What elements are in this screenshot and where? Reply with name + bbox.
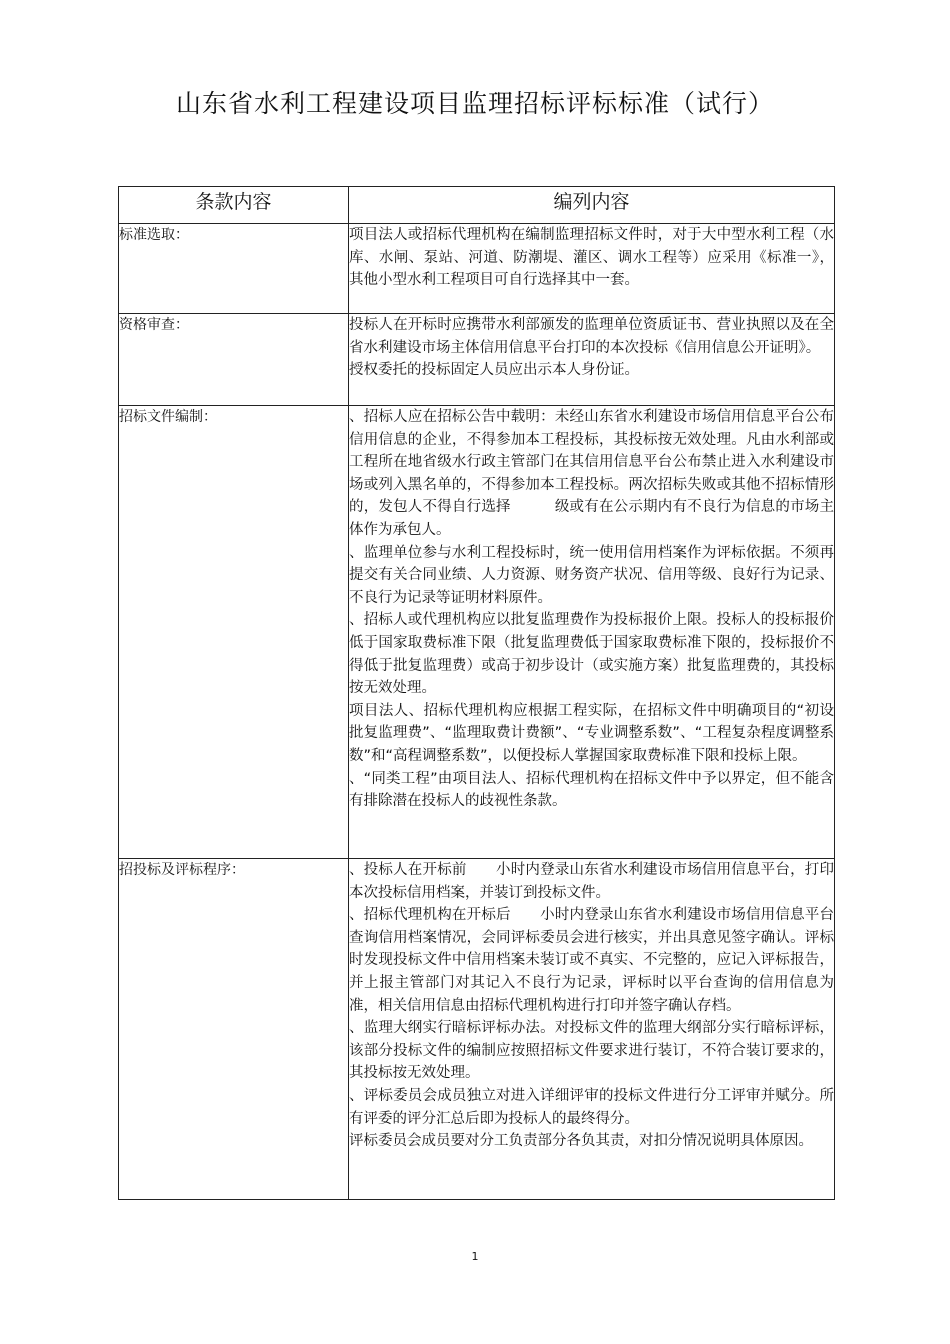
- content-paragraph: 、投标人在开标前 小时内登录山东省水利建设市场信用信息平台，打印本次投标信用档案，并装订到投标文件。: [349, 862, 834, 901]
- row-content: [349, 406, 835, 859]
- content-paragraph: 评标委员会成员要对分工负责部分各负其责，对扣分情况说明具体原因。: [349, 1133, 813, 1150]
- table-row-bidding-evaluation-procedure: [119, 859, 835, 1200]
- content-paragraph: 、招标人应在招标公告中载明：未经山东省水利建设市场信用信息平台公布信用信息的企业，不得参加本工程投标，其投标按无效处理。凡由水利部或工程所在地省级水行政主管部门在其信用信息平台公布禁止进入水利建设市场或列入黑名单的，不得参加本工程投标。两次招标失败或其他不招标情形的，发包人不得自行选择 级或有在公示期内有不良行为信息的市场主体作为承包人。: [349, 409, 834, 538]
- content-paragraph: 授权委托的投标固定人员应出示本人身份证。: [349, 362, 639, 379]
- content-paragraph: 、招标代理机构在开标后 小时内登录山东省水利建设市场信用信息平台查询信用档案情况，会同评标委员会进行核实，并出具意见签字确认。评标时发现投标文件中信用档案未装订或不真实、不完整的，应记入评标报告，并上报主管部门对其记入不良行为记录，评标时以平台查询的信用信息为准，相关信用信息由招标代理机构进行打印并签字确认存档。: [349, 907, 834, 1014]
- page-number: 1: [471, 1250, 479, 1263]
- table-row-qualification-review: [119, 314, 835, 406]
- column-header-content: 编列内容: [349, 187, 835, 224]
- table-row-standard-selection: [119, 224, 835, 314]
- column-header-clause: 条款内容: [119, 187, 349, 224]
- document-title: 山东省水利工程建设项目监理招标评标标准（试行）: [175, 89, 774, 118]
- content-paragraph: 项目法人、招标代理机构应根据工程实际，在招标文件中明确项目的“初设批复监理费”、“监理取费计费额”、“专业调整系数”、“工程复杂程度调整系数”和“高程调整系数”，以便投标人掌握国家取费标准下限和投标上限。: [349, 702, 834, 764]
- content-paragraph: 投标人在开标时应携带水利部颁发的监理单位资质证书、营业执照以及在全省水利建设市场主体信用信息平台打印的本次投标《信用信息公开证明》。: [349, 317, 834, 356]
- content-paragraph: 、监理大纲实行暗标评标办法。对投标文件的监理大纲部分实行暗标评标，该部分投标文件的编制应按照招标文件要求进行装订，不符合装订要求的，其投标按无效处理。: [349, 1020, 834, 1082]
- table-header-row: [119, 187, 835, 224]
- content-paragraph: 、“同类工程”由项目法人、招标代理机构在招标文件中予以界定，但不能含有排除潜在投标人的歧视性条款。: [349, 770, 834, 810]
- table-row-tender-document-preparation: [119, 406, 835, 859]
- content-paragraph: 、监理单位参与水利工程投标时，统一使用信用档案作为评标依据。不须再提交有关合同业绩、人力资源、财务资产状况、信用等级、良好行为记录、不良行为记录等证明材料原件。: [349, 544, 834, 606]
- row-label: 招标文件编制：: [119, 406, 349, 859]
- content-paragraph: 项目法人或招标代理机构在编制监理招标文件时，对于大中型水利工程（水库、水闸、泵站、河道、防潮堤、灌区、调水工程等）应采用《标准一》，其他小型水利工程项目可自行选择其中一套。: [349, 227, 834, 289]
- row-label: 标准选取：: [119, 224, 349, 314]
- row-content: [349, 859, 835, 1200]
- content-paragraph: 、评标委员会成员独立对进入详细评审的投标文件进行分工评审并赋分。所有评委的评分汇总后即为投标人的最终得分。: [349, 1087, 834, 1127]
- content-paragraph: 、招标人或代理机构应以批复监理费作为投标报价上限。投标人的投标报价低于国家取费标准下限（批复监理费低于国家取费标准下限的，投标报价不得低于批复监理费）或高于初步设计（或实施方案）批复监理费的，其投标按无效处理。: [349, 612, 834, 697]
- row-label: 资格审查：: [119, 314, 349, 406]
- row-label: 招投标及评标程序：: [119, 859, 349, 1200]
- row-content: [349, 314, 835, 406]
- row-content: [349, 224, 835, 314]
- standards-table: [118, 186, 835, 1200]
